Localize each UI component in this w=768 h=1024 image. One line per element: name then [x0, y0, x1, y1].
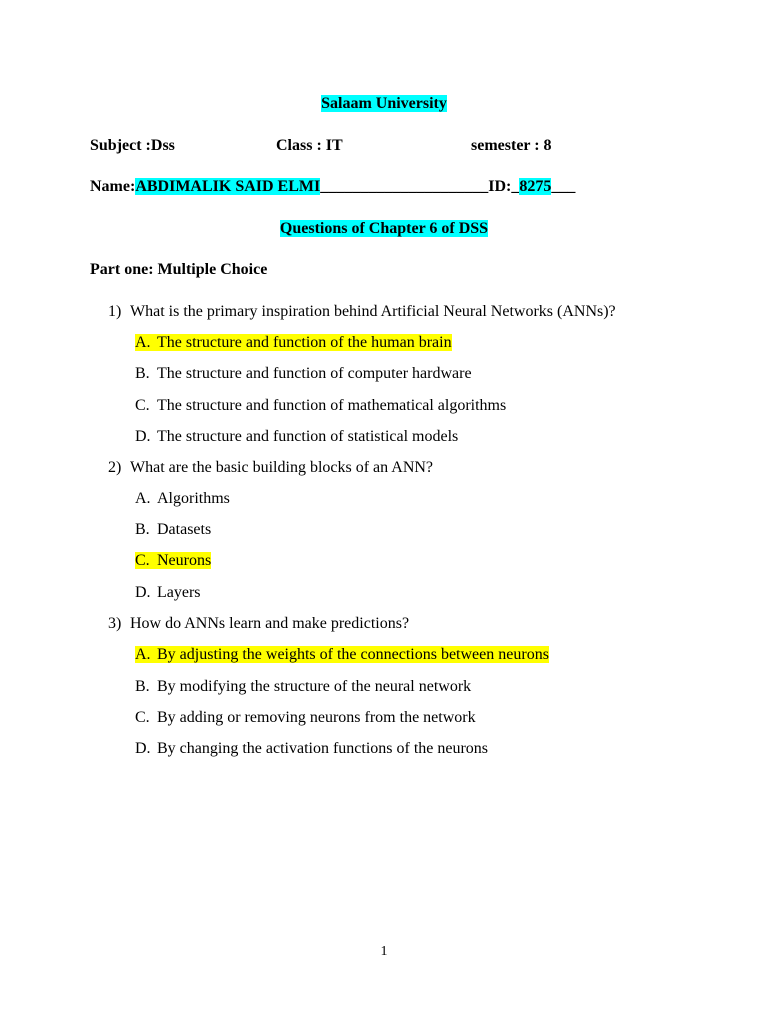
- name-label: Name:: [90, 178, 136, 195]
- name-value: ABDIMALIK SAID ELMI: [135, 178, 321, 195]
- question-text: How do ANNs learn and make predictions?: [130, 615, 410, 632]
- q3-option-c: C. By adding or removing neurons from the network: [135, 709, 476, 726]
- question-3: [108, 614, 409, 634]
- subject-label: Subject :Dss: [90, 137, 175, 154]
- id-label: ID:: [488, 178, 512, 195]
- q2-option-b: B. Datasets: [135, 521, 212, 538]
- id-pre-fill: _: [511, 178, 520, 195]
- question-number: 3): [108, 615, 122, 632]
- q3-option-d: D. By changing the activation functions of the neurons: [135, 740, 489, 757]
- q2-option-d: D. Layers: [135, 584, 201, 601]
- question-text: What is the primary inspiration behind Artificial Neural Networks (ANNs)?: [130, 303, 616, 320]
- name-fill: _____________________: [320, 178, 489, 195]
- question-number: 2): [108, 459, 122, 476]
- q3-option-a: A. By adjusting the weights of the connections between neurons: [135, 646, 549, 663]
- part-title: Part one: Multiple Choice: [90, 261, 268, 278]
- university-title: Salaam University: [321, 95, 447, 112]
- semester-label: semester : 8: [471, 137, 552, 154]
- q3-option-b: B. By modifying the structure of the neural network: [135, 678, 472, 695]
- q2-option-a: A. Algorithms: [135, 490, 230, 507]
- id-value: 8275: [519, 178, 552, 195]
- id-post-fill: ___: [551, 178, 576, 195]
- q1-option-b: B. The structure and function of computer hardware: [135, 365, 472, 382]
- question-2: [108, 458, 433, 478]
- question-text: What are the basic building blocks of an ANN?: [130, 459, 434, 476]
- question-number: 1): [108, 303, 122, 320]
- q1-option-c: C. The structure and function of mathematical algorithms: [135, 397, 507, 414]
- question-1: [108, 302, 616, 322]
- chapter-title: Questions of Chapter 6 of DSS: [279, 220, 489, 237]
- page-number: 1: [380, 944, 388, 959]
- q1-option-d: D. The structure and function of statistical models: [135, 428, 459, 445]
- student-info-line: [90, 177, 575, 197]
- q2-option-c: C. Neurons: [135, 552, 212, 569]
- class-label: Class : IT: [276, 137, 343, 154]
- q1-option-a: A. The structure and function of the human brain: [135, 334, 452, 351]
